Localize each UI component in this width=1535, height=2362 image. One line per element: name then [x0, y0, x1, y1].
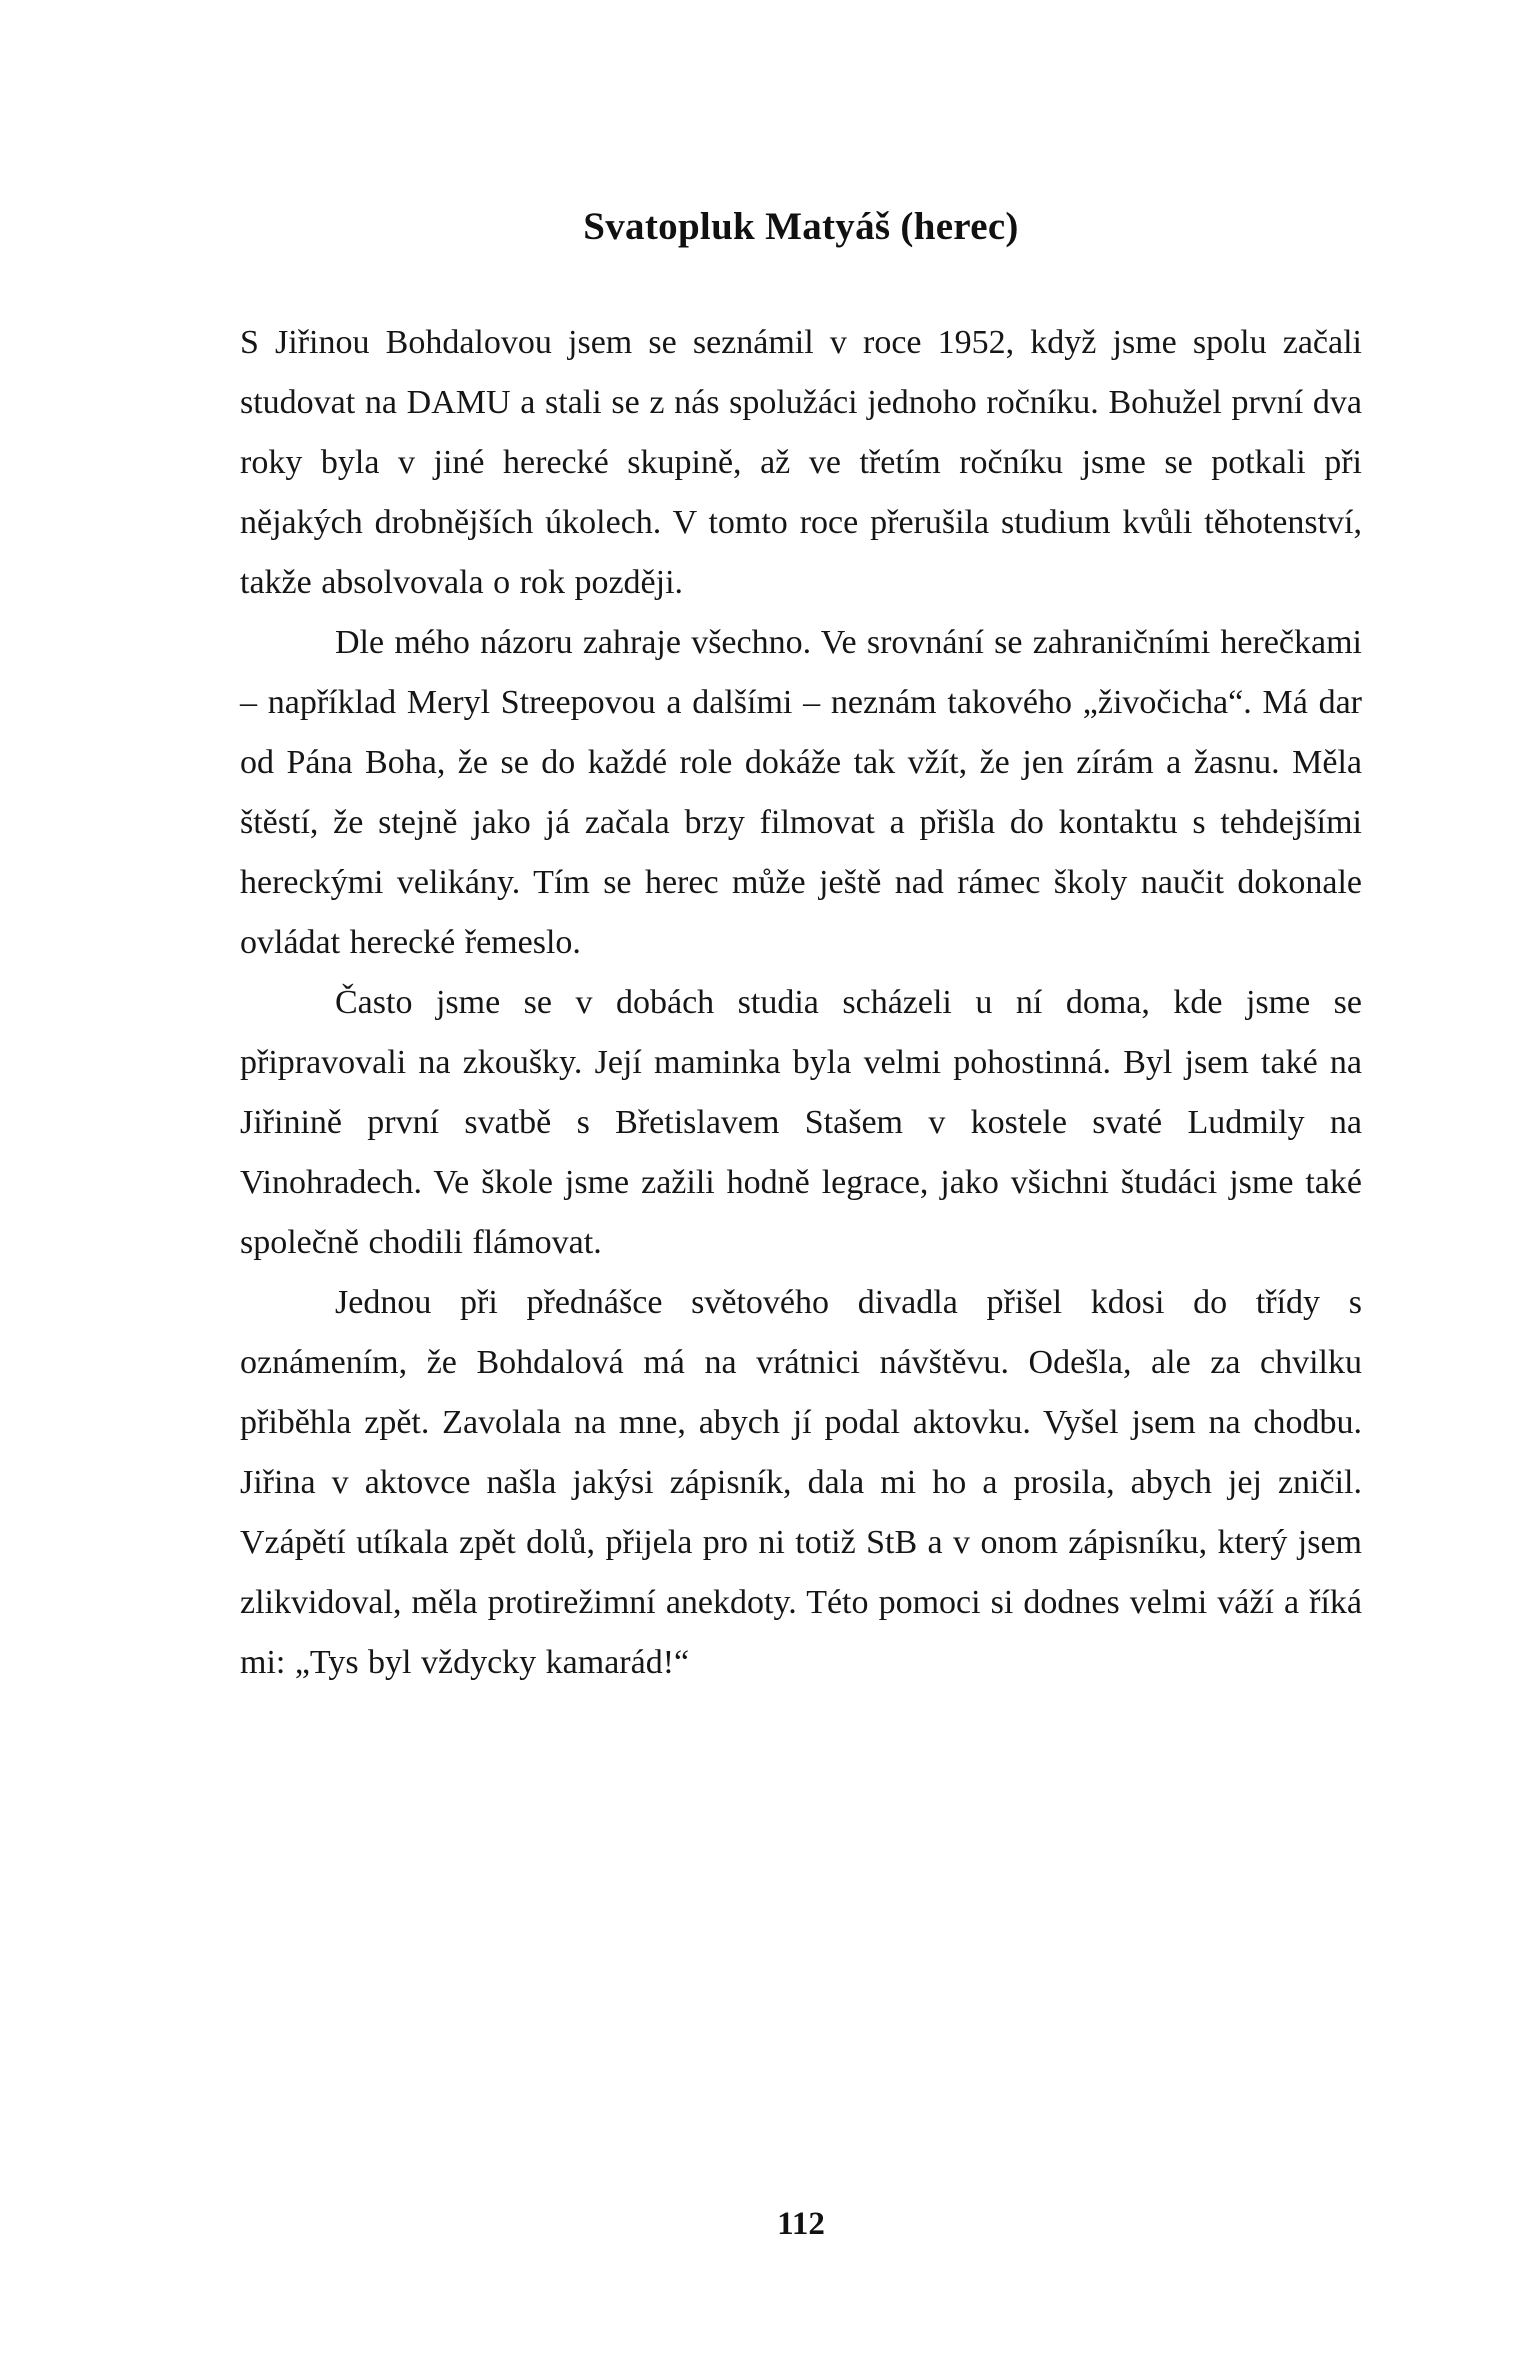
- page-content: [240, 0, 1362, 1693]
- paragraph: Často jsme se v dobách studia scházeli u ní doma, kde jsme se připravovali na zkoušky. Její maminka byla velmi pohostinná. Byl jsem také na Jiřinině první svatbě s Břetislavem Stašem v kostele svaté Ludmily na Vinohradech. Ve škole jsme zažili hodně legrace, jako všichni študáci jsme také společně chodili flámovat.: [240, 984, 1362, 1261]
- body-text: [240, 313, 1362, 1693]
- paragraph: Dle mého názoru zahraje všechno. Ve srovnání se zahraničními herečkami – například Meryl Streepovou a dalšími – neznám takového „živočicha“. Má dar od Pána Boha, že se do každé role dokáže tak vžít, že jen zírám a žasnu. Měla štěstí, že stejně jako já začala brzy filmovat a přišla do kontaktu s tehdejšími hereckými velikány. Tím se herec může ještě nad rámec školy naučit dokonale ovládat herecké řemeslo.: [240, 624, 1362, 961]
- page-number: 112: [777, 2206, 825, 2242]
- paragraph: S Jiřinou Bohdalovou jsem se seznámil v roce 1952, když jsme spolu začali studovat na DAMU a stali se z nás spolužáci jednoho ročníku. Bohužel první dva roky byla v jiné herecké skupině, až ve třetím ročníku jsme se potkali při nějakých drobnějších úkolech. V tomto roce přerušila studium kvůli těhotenství, takže absolvovala o rok později.: [240, 324, 1362, 601]
- paragraph: Jednou při přednášce světového divadla přišel kdosi do třídy s oznámením, že Bohdalová má na vrátnici návštěvu. Odešla, ale za chvilku přiběhla zpět. Zavolala na mne, abych jí podal aktovku. Vyšel jsem na chodbu. Jiřina v aktovce našla jakýsi zápisník, dala mi ho a prosila, abych jej zničil. Vzápětí utíkala zpět dolů, přijela pro ni totiž StB a v onom zápisníku, který jsem zlikvidoval, měla protirežimní anekdoty. Této pomoci si dodnes velmi váží a říká mi: „Tys byl vždycky kamarád!“: [240, 1284, 1362, 1681]
- page-title: Svatopluk Matyáš (herec): [583, 205, 1019, 248]
